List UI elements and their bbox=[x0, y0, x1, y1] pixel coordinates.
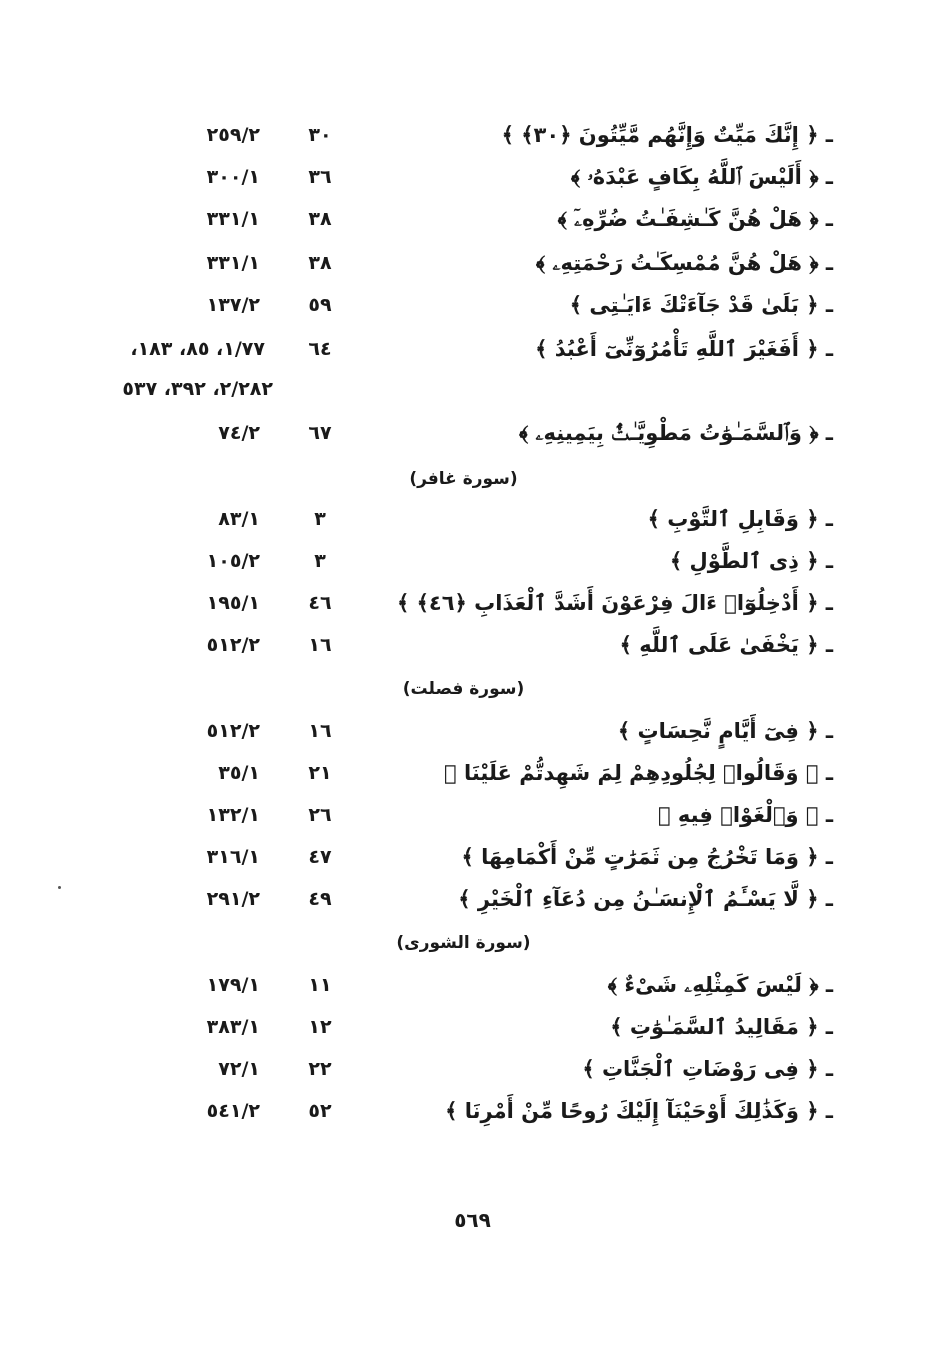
page-reference: ٢٩١/٢ bbox=[206, 888, 260, 910]
list-item bbox=[0, 202, 945, 242]
verse-text: ـ ﴿ فِىٓ أَيَّامٍ نَّحِسَاتٍ ﴾ bbox=[617, 719, 833, 743]
list-item bbox=[0, 288, 945, 328]
page-number: ٥٦٩ bbox=[454, 1208, 491, 1232]
verse-text: ـ ﴿ وَٱلسَّمَـٰوَٰتُ مَطْوِيَّـٰتٌۢ بِيَمِينِهِۦ ﴾ bbox=[518, 421, 833, 445]
verse-text: ـ ﴿ أَفَغَيْرَ ٱللَّهِ تَأْمُرُوٓنِّىٓ أَعْبُدُ ﴾ bbox=[535, 337, 833, 361]
verse-text: ـ ﴿ أَلَيْسَ ٱللَّهُ بِكَافٍ عَبْدَهُۥ ﴾ bbox=[570, 165, 833, 189]
ayah-number: ٦٤ bbox=[308, 338, 332, 360]
verse-text: ـ ﴿ هَلْ هُنَّ مُمْسِكَـٰتُ رَحْمَتِهِۦ ﴾ bbox=[535, 251, 833, 275]
ayah-number: ٣٨ bbox=[308, 208, 332, 230]
page-reference: ٢٥٩/٢ bbox=[206, 124, 260, 146]
ayah-number: ٤٦ bbox=[308, 592, 332, 614]
list-item bbox=[0, 416, 945, 456]
list-item bbox=[0, 246, 945, 286]
list-item bbox=[0, 544, 945, 584]
ayah-number: ٢٢ bbox=[308, 1058, 332, 1080]
ayah-number: ٦٧ bbox=[308, 422, 332, 444]
ayah-number: ١١ bbox=[308, 974, 332, 996]
ayah-number: ٣٨ bbox=[308, 252, 332, 274]
verse-text: ـ ﴿ يَخْفَىٰ عَلَى ٱللَّهِ ﴾ bbox=[619, 633, 833, 657]
verse-text: ـ ﴿ بَلَىٰ قَدْ جَآءَتْكَ ءَايَـٰتِى ﴾ bbox=[569, 293, 833, 317]
ayah-number: ٣ bbox=[314, 508, 326, 530]
ayah-number: ٢١ bbox=[308, 762, 332, 784]
surah-heading-ghafir: (سورة غافر) bbox=[409, 469, 518, 489]
list-item bbox=[0, 628, 945, 668]
ayah-number: ٤٧ bbox=[308, 846, 332, 868]
ayah-number: ٣٦ bbox=[308, 166, 332, 188]
verse-text: ـ ﴿ أَدْخِلُوٓا۟ ءَالَ فِرْعَوْنَ أَشَدَّ ٱلْعَذَابِ ﴿٤٦﴾ ﴾ bbox=[396, 591, 833, 615]
page-reference: ٣٥/١ bbox=[218, 762, 260, 784]
ayah-number: ١٦ bbox=[308, 634, 332, 656]
verse-text: ـ ﴿ وَقَابِلِ ٱلتَّوْبِ ﴾ bbox=[647, 507, 833, 531]
ayah-number: ١٢ bbox=[308, 1016, 332, 1038]
ayah-number: ٥٩ bbox=[308, 294, 332, 316]
list-item bbox=[0, 968, 945, 1008]
page-reference: ١/٧٧، ٨٥، ١٨٣، bbox=[130, 338, 265, 360]
verse-text: ـ ﴿ وَٱلْغَوْا۟ فِيهِ ﴾ bbox=[657, 803, 833, 827]
page-reference-continued: ٢/٢٨٢، ٣٩٢، ٥٣٧ bbox=[122, 378, 273, 400]
verse-text: ـ ﴿ وَمَا تَخْرُجُ مِن ثَمَرَٰتٍ مِّنْ أَكْمَامِهَا ﴾ bbox=[461, 845, 833, 869]
list-item bbox=[0, 332, 945, 372]
verse-text: ـ ﴿ إِنَّكَ مَيِّتٌ وَإِنَّهُم مَّيِّتُونَ ﴿٣٠﴾ ﴾ bbox=[501, 123, 833, 147]
list-item bbox=[0, 882, 945, 922]
page-reference: ٧٢/١ bbox=[218, 1058, 260, 1080]
surah-heading-fussilat: (سورة فصلت) bbox=[402, 679, 525, 699]
list-item bbox=[0, 502, 945, 542]
list-item bbox=[0, 586, 945, 626]
list-item bbox=[0, 1010, 945, 1050]
list-item bbox=[0, 756, 945, 796]
page-reference: ٥١٢/٢ bbox=[206, 720, 260, 742]
scan-speck bbox=[58, 886, 61, 889]
list-item bbox=[0, 798, 945, 838]
verse-text: ـ ﴿ لَيْسَ كَمِثْلِهِۦ شَىْءٌ ﴾ bbox=[607, 973, 833, 997]
ayah-number: ٣٠ bbox=[308, 124, 332, 146]
page-reference: ١٩٥/١ bbox=[206, 592, 260, 614]
list-item bbox=[0, 118, 945, 158]
page-reference: ١٣٧/٢ bbox=[206, 294, 260, 316]
verse-text: ـ ﴿ وَقَالُوا۟ لِجُلُودِهِمْ لِمَ شَهِدتُّمْ عَلَيْنَا ﴾ bbox=[444, 761, 833, 785]
list-item-continuation bbox=[0, 372, 945, 412]
page-reference: ٣١٦/١ bbox=[206, 846, 260, 868]
ayah-number: ٤٩ bbox=[308, 888, 332, 910]
page-reference: ١٣٢/١ bbox=[206, 804, 260, 826]
ayah-number: ١٦ bbox=[308, 720, 332, 742]
page-reference: ٣٠٠/١ bbox=[206, 166, 260, 188]
page-reference: ٧٤/٢ bbox=[218, 422, 260, 444]
ayah-number: ٢٦ bbox=[308, 804, 332, 826]
verse-text: ـ ﴿ هَلْ هُنَّ كَـٰشِفَـٰتُ ضُرِّهِۦٓ ﴾ bbox=[557, 207, 833, 231]
ayah-number: ٣ bbox=[314, 550, 326, 572]
verse-text: ـ ﴿ وَكَذَٰلِكَ أَوْحَيْنَآ إِلَيْكَ رُوحًا مِّنْ أَمْرِنَا ﴾ bbox=[445, 1099, 833, 1123]
page-reference: ٣٣١/١ bbox=[206, 208, 260, 230]
surah-heading-shura: (سورة الشورى) bbox=[396, 933, 531, 953]
page-reference: ٣٨٣/١ bbox=[206, 1016, 260, 1038]
page-reference: ١٠٥/٢ bbox=[206, 550, 260, 572]
page-reference: ٨٣/١ bbox=[218, 508, 260, 530]
list-item bbox=[0, 1052, 945, 1092]
list-item bbox=[0, 840, 945, 880]
page-reference: ١٧٩/١ bbox=[206, 974, 260, 996]
page-reference: ٥١٢/٢ bbox=[206, 634, 260, 656]
verse-text: ـ ﴿ مَقَالِيدُ ٱلسَّمَـٰوَٰتِ ﴾ bbox=[610, 1015, 833, 1039]
verse-text: ـ ﴿ ذِى ٱلطَّوْلِ ﴾ bbox=[669, 549, 833, 573]
verse-text: ـ ﴿ لَّا يَسْـَٔمُ ٱلْإِنسَـٰنُ مِن دُعَآءِ ٱلْخَيْرِ ﴾ bbox=[458, 887, 833, 911]
verse-text: ـ ﴿ فِى رَوْضَاتِ ٱلْجَنَّاتِ ﴾ bbox=[582, 1057, 833, 1081]
list-item bbox=[0, 1094, 945, 1134]
page-reference: ٣٣١/١ bbox=[206, 252, 260, 274]
ayah-number: ٥٢ bbox=[308, 1100, 332, 1122]
page-reference: ٥٤١/٢ bbox=[206, 1100, 260, 1122]
list-item bbox=[0, 714, 945, 754]
list-item bbox=[0, 160, 945, 200]
